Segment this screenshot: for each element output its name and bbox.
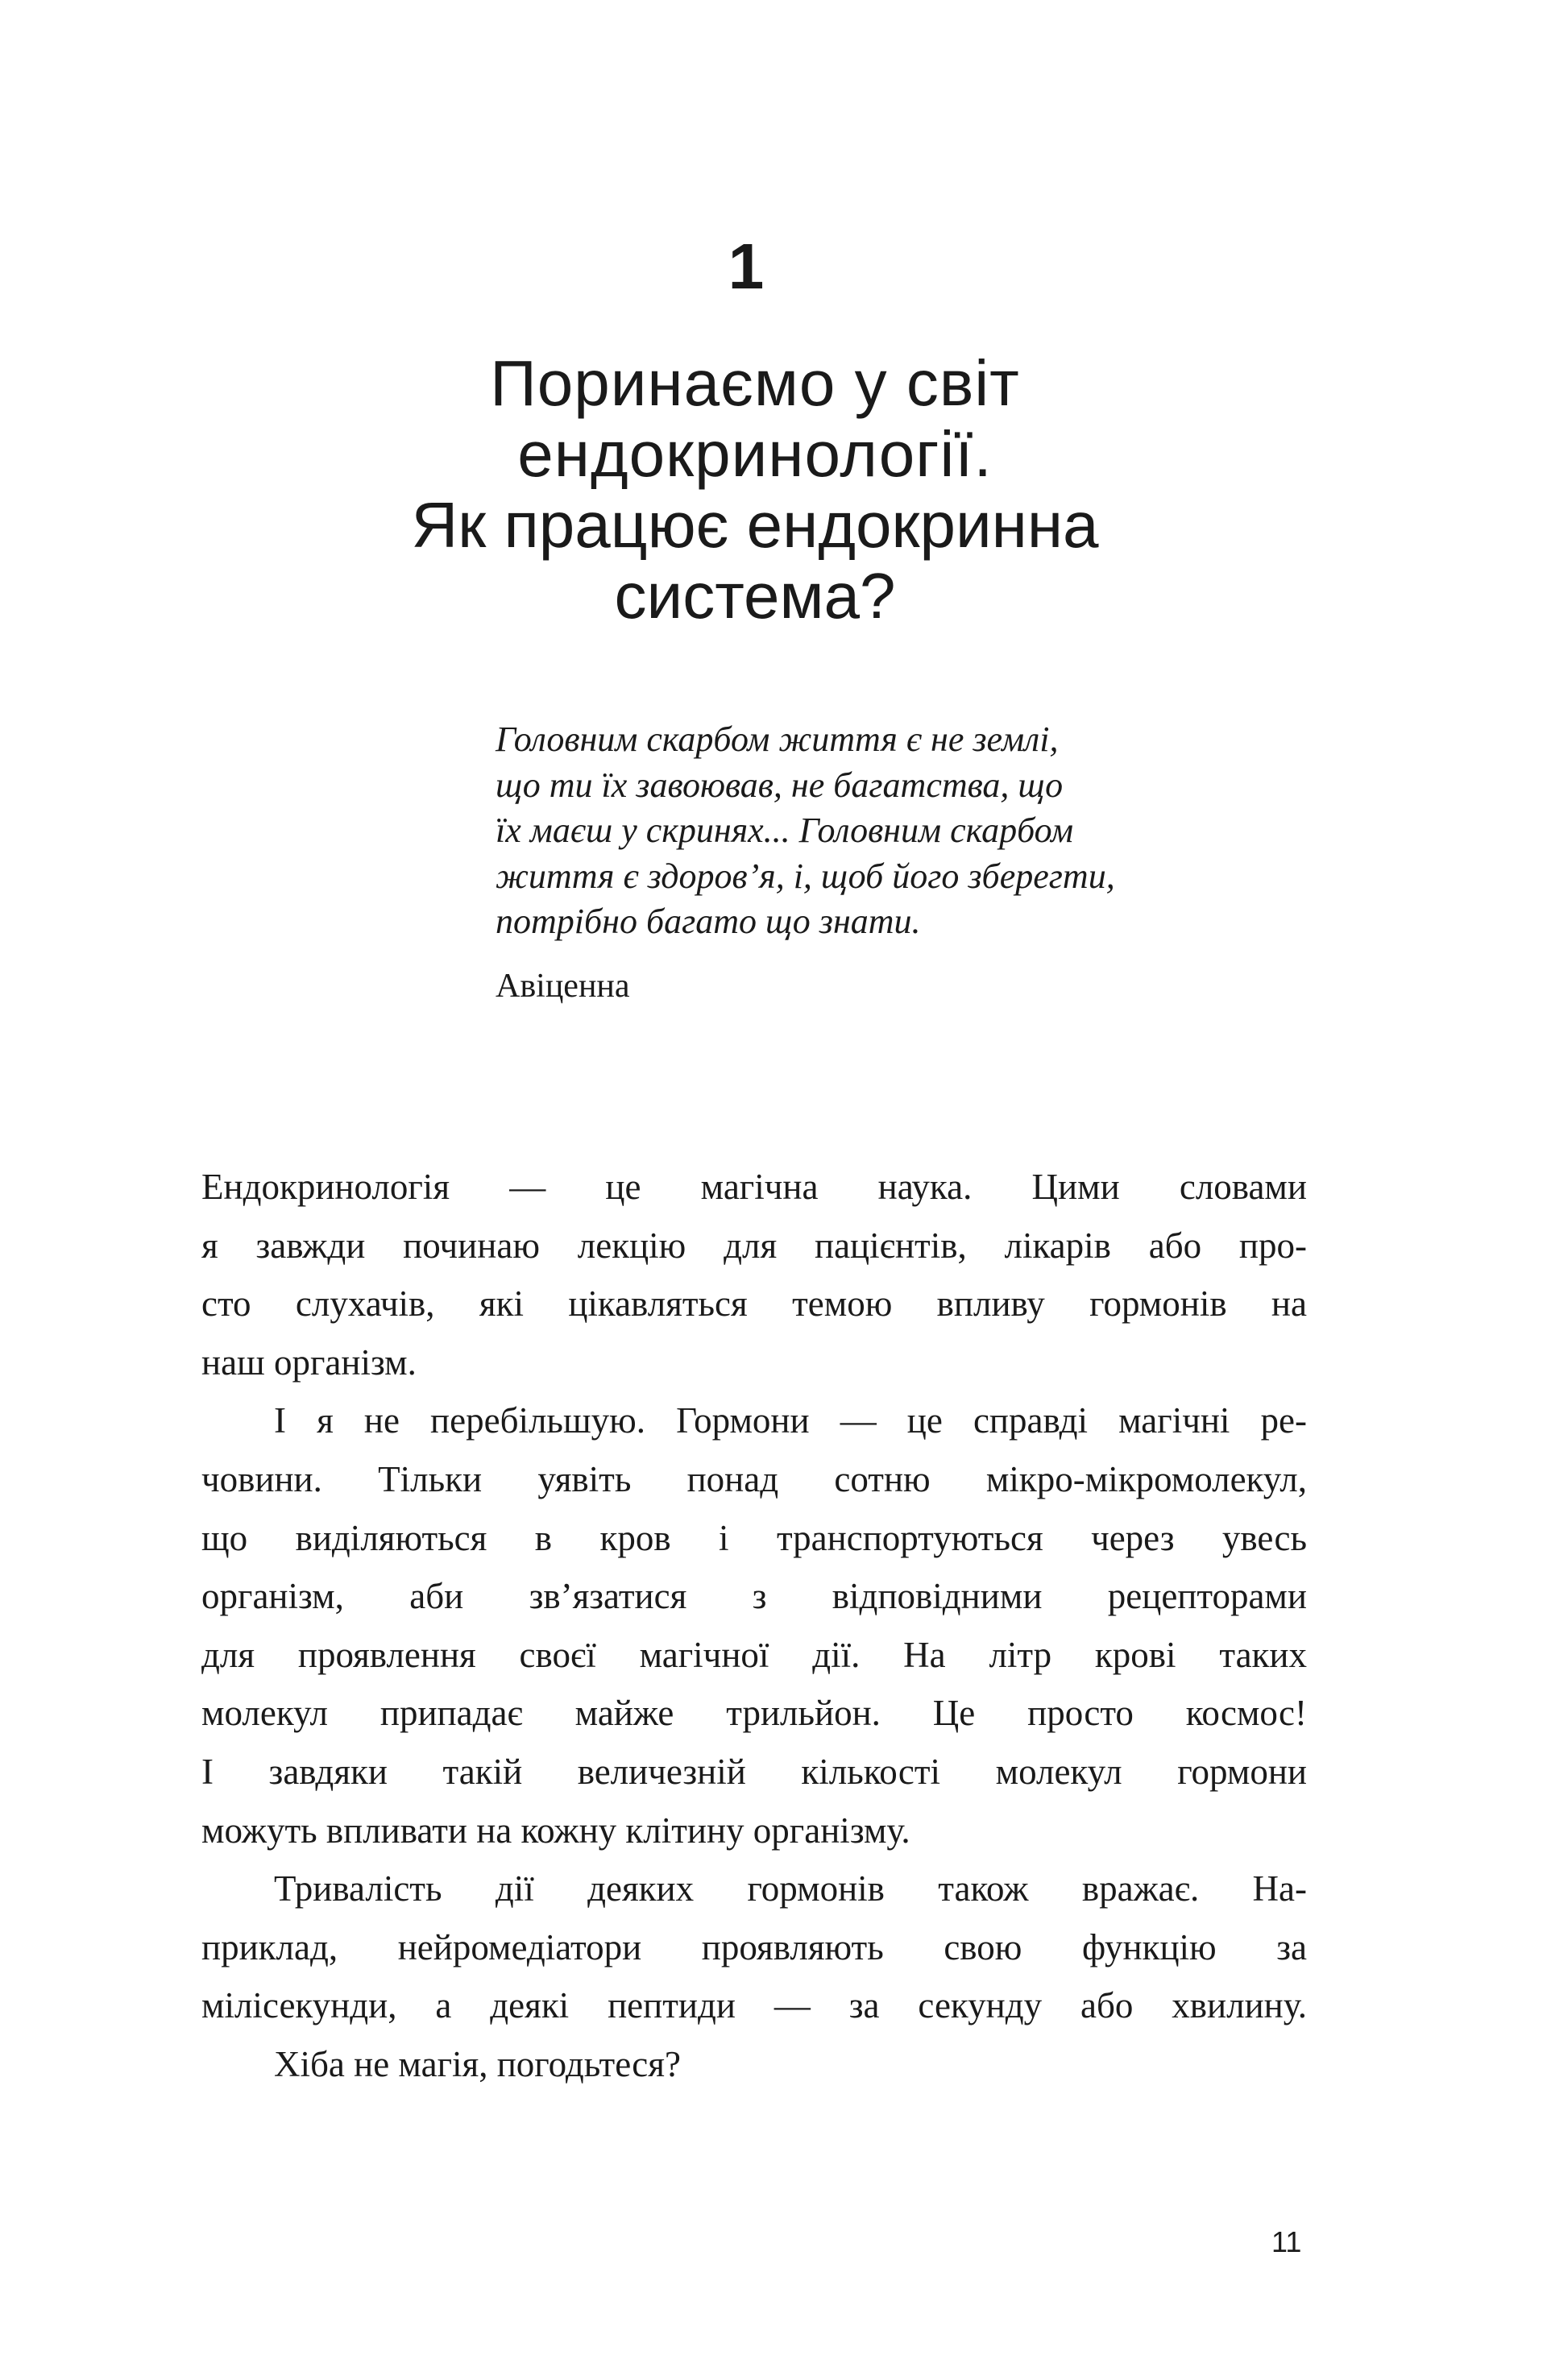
chapter-title-line: система?: [614, 560, 896, 632]
body-line: організм, аби зв’язатися з відповідними рецепторами: [201, 1576, 1307, 1617]
body-line: Ендокринологія — це магічна наука. Цими словами: [201, 1167, 1307, 1207]
body-line: Хіба не магія, погодьтеся?: [274, 2043, 681, 2084]
chapter-title-line: ендокринології.: [517, 418, 993, 490]
body-line: молекул припадає майже трильйон. Це просто космос!: [201, 1693, 1307, 1734]
epigraph-line: потрібно багато що знати.: [496, 902, 921, 941]
epigraph-line: що ти їх завоював, не багатства, що: [496, 765, 1064, 805]
body-line: що виділяються в кров і транспортуються через увесь: [201, 1517, 1307, 1558]
body-line: мілісекунди, а деякі пептиди — за секунду або хвилину.: [201, 1985, 1307, 2026]
chapter-title: [0, 348, 1510, 632]
chapter-number: 1: [728, 230, 765, 302]
epigraph-quote: [496, 717, 1301, 945]
body-line: І я не перебільшую. Гормони — це справді магічні ре-: [274, 1400, 1307, 1441]
epigraph-line: Головним скарбом життя є не землі,: [496, 719, 1059, 759]
body-line: я завжди починаю лекцію для пацієнтів, лікарів або про-: [201, 1225, 1307, 1266]
page-number: 11: [1271, 2225, 1302, 2258]
chapter-title-line: Поринаємо у світ: [490, 347, 1020, 419]
body-line: можуть впливати на кожну клітину організму.: [201, 1810, 910, 1851]
body-line: Тривалість дії деяких гормонів також вражає. На-: [274, 1868, 1307, 1909]
epigraph-line: життя є здоров’я, і, щоб його зберегти,: [496, 856, 1115, 896]
body-text: [201, 1158, 1307, 2094]
body-line: човини. Тільки уявіть понад сотню мікро-мікромолекул,: [201, 1458, 1307, 1499]
epigraph-author: Авіценна: [496, 967, 630, 1005]
body-line: сто слухачів, які цікавляться темою впливу гормонів на: [201, 1283, 1307, 1325]
chapter-title-line: Як працює ендокринна: [411, 489, 1099, 561]
body-line: приклад, нейромедіатори проявляють свою функцію за: [201, 1926, 1307, 1967]
body-line: І завдяки такій величезній кількості молекул гормони: [201, 1751, 1307, 1792]
epigraph: [496, 717, 1301, 1006]
body-line: для проявлення своєї магічної дії. На літр крові таких: [201, 1634, 1307, 1675]
epigraph-line: їх маєш у скринях... Головним скарбом: [496, 811, 1074, 850]
body-line: наш організм.: [201, 1341, 417, 1383]
